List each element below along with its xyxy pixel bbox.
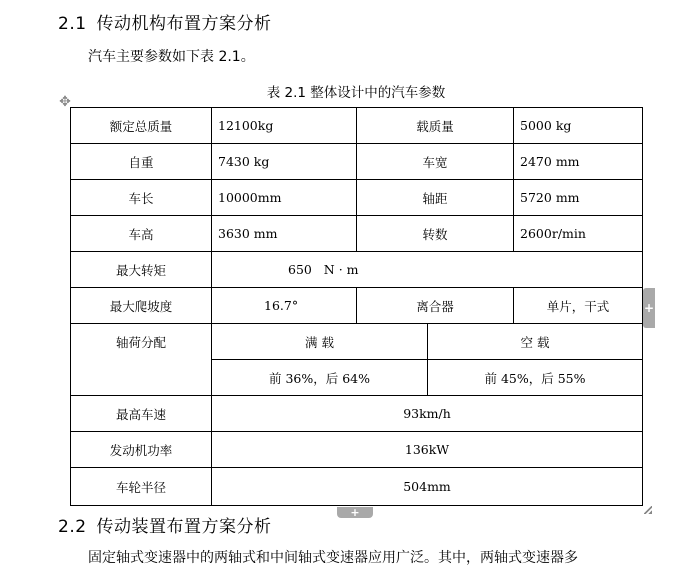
table-row <box>71 432 643 468</box>
table-row <box>71 180 643 216</box>
cell-value: 2470 mm <box>514 144 643 180</box>
cell-value: 3630 mm <box>212 216 357 252</box>
table-row <box>71 324 643 360</box>
body-paragraph: 固定轴式变速器中的两轴式和中间轴式变速器应用广泛。其中，两轴式变速器多 <box>88 550 578 566</box>
cell-label: 发动机功率 <box>71 432 212 468</box>
cell-value: 7430 kg <box>212 144 357 180</box>
cell-label: 车长 <box>71 180 212 216</box>
cell-value: 136kW <box>212 432 643 468</box>
section-heading-2-2 <box>58 512 272 537</box>
table-move-handle-icon[interactable]: ✥ <box>59 94 71 110</box>
cell-value: 前 36%，后 64% <box>212 360 428 396</box>
table-row <box>71 288 643 324</box>
table-row <box>71 252 643 288</box>
cell-value: 93km/h <box>212 396 643 432</box>
cell-label: 车宽 <box>357 144 514 180</box>
cell-value: 10000mm <box>212 180 357 216</box>
cell-value: 前 45%，后 55% <box>428 360 643 396</box>
cell-value: 单片，干式 <box>514 288 643 324</box>
max-torque-value: 650 N · m <box>288 262 359 277</box>
table-row <box>71 144 643 180</box>
cell-label: 离合器 <box>357 288 514 324</box>
cell-label: 轴荷分配 <box>71 324 212 396</box>
cell-value: 5720 mm <box>514 180 643 216</box>
cell-label: 车轮半径 <box>71 468 212 506</box>
add-row-icon[interactable]: + <box>337 507 373 518</box>
section-number: 2.1 <box>58 14 87 34</box>
section-title: 传动机构布置方案分析 <box>96 14 272 34</box>
cell-value: 5000 kg <box>514 108 643 144</box>
table-row <box>71 468 643 506</box>
cell-label: 转数 <box>357 216 514 252</box>
intro-paragraph: 汽车主要参数如下表 2.1。 <box>88 49 255 65</box>
section-title: 传动装置布置方案分析 <box>96 517 272 537</box>
table-row <box>71 396 643 432</box>
cell-label: 车高 <box>71 216 212 252</box>
table-caption: 表 2.1 整体设计中的汽车参数 <box>266 85 446 101</box>
cell-label: 最大爬坡度 <box>71 288 212 324</box>
cell-label: 最高车速 <box>71 396 212 432</box>
vehicle-parameters-table <box>70 107 643 506</box>
cell-value: 16.7° <box>212 288 357 324</box>
cell-label: 额定总质量 <box>71 108 212 144</box>
cell-label: 自重 <box>71 144 212 180</box>
table-row <box>71 108 643 144</box>
cell-label: 最大转矩 <box>71 252 212 288</box>
cell-subheader: 空 载 <box>428 324 643 360</box>
cell-label: 载质量 <box>357 108 514 144</box>
cell-label: 轴距 <box>357 180 514 216</box>
section-heading-2-1 <box>58 9 272 34</box>
add-column-icon[interactable]: + <box>643 288 655 328</box>
cell-value: 504mm <box>212 468 643 506</box>
table-resize-handle-icon[interactable] <box>644 506 652 514</box>
cell-value <box>212 252 643 288</box>
table-row <box>71 216 643 252</box>
section-number: 2.2 <box>58 517 87 537</box>
cell-value: 2600r/min <box>514 216 643 252</box>
cell-subheader: 满 载 <box>212 324 428 360</box>
cell-value: 12100kg <box>212 108 357 144</box>
